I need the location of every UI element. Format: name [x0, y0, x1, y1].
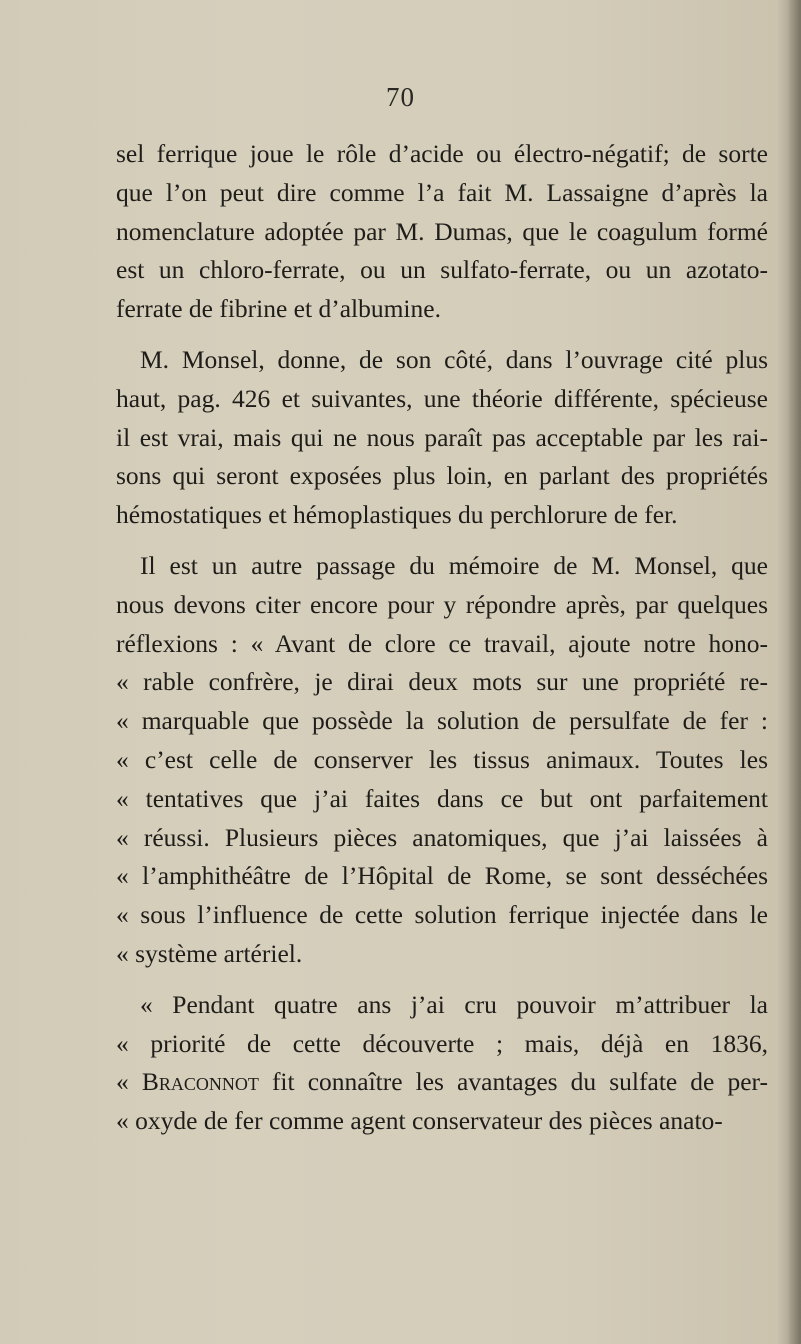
text-line: « tentatives que j’ai faites dans ce but ont parfaitement [116, 783, 768, 813]
text-line: M. Monsel, donne, de son côté, dans l’ouvrage cité plus [140, 344, 768, 374]
author-name-smallcaps: Braconnot [141, 1067, 259, 1097]
text-line: nous devons citer encore pour y répondre après, par quelques [116, 589, 768, 619]
text-line: « marquable que possède la solution de persulfate de fer : [116, 706, 768, 736]
text-line-rest: oxyde de fer comme agent conservateur des pièces anato- [135, 1106, 723, 1136]
text-line: est un chloro-ferrate, ou un sulfato-ferrate, ou un azotato- [116, 255, 768, 285]
text-line: haut, pag. 426 et suivantes, une théorie différente, spécieuse [116, 383, 768, 413]
quote-mark: « [116, 1106, 136, 1136]
text-line [116, 1102, 768, 1141]
text-line: ferrate de fibrine et d’albumine. [116, 294, 441, 324]
paragraph-2 [116, 341, 768, 535]
text-line: « c’est celle de conserver les tissus animaux. Toutes les [116, 744, 768, 774]
text-line: « Pendant quatre ans j’ai cru pouvoir m’attribuer la [140, 989, 768, 1019]
page-number: 70 [386, 82, 415, 112]
quote-mark: « [116, 1067, 142, 1097]
paragraph-1 [116, 135, 768, 329]
text-line: que l’on peut dire comme l’a fait M. Lassaigne d’après la [116, 177, 768, 207]
text-line: « rable confrère, je dirai deux mots sur une propriété re- [116, 667, 768, 697]
text-line: nomenclature adoptée par M. Dumas, que le coagulum formé [116, 216, 768, 246]
body-text [116, 135, 768, 1141]
text-line [116, 1063, 768, 1102]
text-line: il est vrai, mais qui ne nous paraît pas acceptable par les rai- [116, 422, 768, 452]
text-line: sons qui seront exposées plus loin, en parlant des propriétés [116, 461, 768, 491]
text-line: réflexions : « Avant de clore ce travail, ajoute notre hono- [116, 628, 768, 658]
text-line: « réussi. Plusieurs pièces anatomiques, que j’ai laissées à [116, 822, 768, 852]
text-line-rest: fit connaître les avantages du sulfate de per- [258, 1067, 769, 1097]
text-line: Il est un autre passage du mémoire de M. Monsel, que [140, 550, 768, 580]
paragraph-3 [116, 547, 768, 974]
text-line: « sous l’influence de cette solution ferrique injectée dans le [116, 900, 768, 930]
text-line: « système artériel. [116, 938, 303, 968]
text-line: « l’amphithéâtre de l’Hôpital de Rome, se sont desséchées [116, 861, 768, 891]
text-line: sel ferrique joue le rôle d’acide ou électro-négatif; de sorte [116, 139, 768, 168]
page-edge-shadow [787, 0, 801, 1344]
text-line: « priorité de cette découverte ; mais, déjà en 1836, [116, 1028, 768, 1058]
paragraph-4 [116, 986, 768, 1141]
text-line: hémostatiques et hémoplastiques du perchlorure de fer. [116, 500, 678, 530]
